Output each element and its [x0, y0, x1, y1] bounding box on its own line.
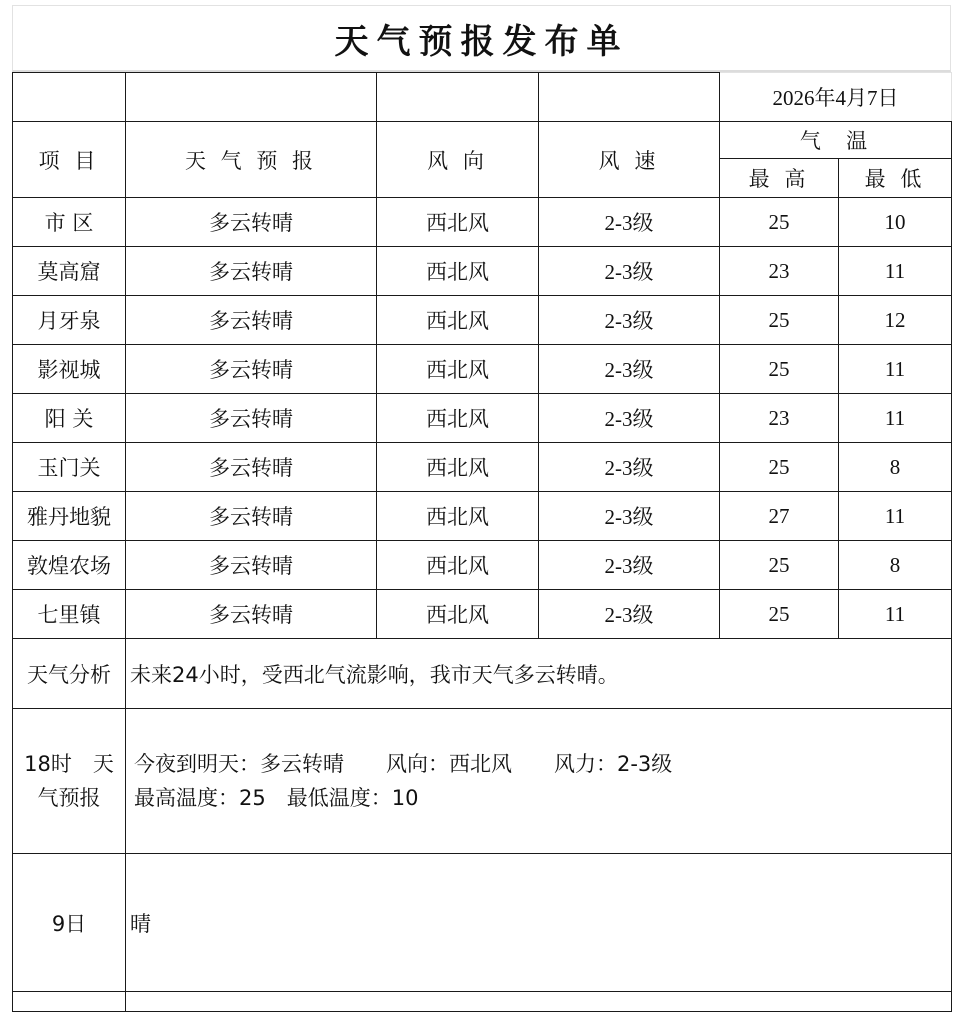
issue-date: 2026年4月7日: [720, 73, 952, 122]
wind-direction-cell: 西北风: [377, 492, 539, 541]
location-cell: 雅丹地貌: [13, 492, 126, 541]
header-max: 最 高: [720, 159, 839, 198]
weather-cell: 多云转晴: [126, 296, 377, 345]
analysis-label: 天气分析: [13, 639, 126, 709]
location-cell: 阳 关: [13, 394, 126, 443]
header-forecast: 天 气 预 报: [126, 122, 377, 198]
forecast-18h-label: 18时 天气预报: [13, 709, 126, 854]
wind-direction-cell: 西北风: [377, 247, 539, 296]
wind-speed-cell: 2-3级: [539, 541, 720, 590]
day9-label: 9日: [13, 854, 126, 992]
table-row: [13, 492, 952, 541]
location-cell: 莫高窟: [13, 247, 126, 296]
wind-speed-cell: 2-3级: [539, 247, 720, 296]
max-temp-cell: 25: [720, 296, 839, 345]
wind-direction-cell: 西北风: [377, 345, 539, 394]
wind-speed-cell: 2-3级: [539, 198, 720, 247]
table-row: [13, 296, 952, 345]
header-temperature: 气 温: [720, 122, 952, 159]
forecast-18h-line2: 最高温度：25 最低温度：10: [134, 786, 419, 810]
max-temp-cell: 23: [720, 394, 839, 443]
max-temp-cell: 25: [720, 443, 839, 492]
table-row: [13, 345, 952, 394]
weather-cell: 多云转晴: [126, 247, 377, 296]
blank-cell: [377, 73, 539, 122]
weather-cell: 多云转晴: [126, 394, 377, 443]
forecast-18h-row: [13, 709, 952, 854]
wind-direction-cell: 西北风: [377, 198, 539, 247]
location-cell: 敦煌农场: [13, 541, 126, 590]
min-temp-cell: 10: [839, 198, 952, 247]
title-bar: [12, 5, 951, 72]
max-temp-cell: 25: [720, 198, 839, 247]
wind-speed-cell: 2-3级: [539, 443, 720, 492]
wind-speed-cell: 2-3级: [539, 492, 720, 541]
max-temp-cell: 27: [720, 492, 839, 541]
forecast-table: [12, 72, 952, 1012]
weather-cell: 多云转晴: [126, 492, 377, 541]
wind-direction-cell: 西北风: [377, 541, 539, 590]
min-temp-cell: 11: [839, 247, 952, 296]
header-wind-direction: 风 向: [377, 122, 539, 198]
header-row-1: [13, 122, 952, 159]
forecast-18h-content: [126, 709, 952, 854]
table-row: [13, 590, 952, 639]
blank-cell: [13, 73, 126, 122]
min-temp-cell: 11: [839, 590, 952, 639]
header-item: 项 目: [13, 122, 126, 198]
table-row: [13, 198, 952, 247]
min-temp-cell: 12: [839, 296, 952, 345]
forecast-18h-line1: 今夜到明天：多云转晴 风向：西北风 风力：2-3级: [134, 752, 673, 776]
location-cell: 月牙泉: [13, 296, 126, 345]
location-cell: 七里镇: [13, 590, 126, 639]
blank-cell: [126, 73, 377, 122]
wind-direction-cell: 西北风: [377, 394, 539, 443]
table-row: [13, 247, 952, 296]
wind-speed-cell: 2-3级: [539, 394, 720, 443]
wind-direction-cell: 西北风: [377, 443, 539, 492]
day9-row: [13, 854, 952, 992]
table-row: [13, 443, 952, 492]
wind-speed-cell: 2-3级: [539, 345, 720, 394]
document-title: 天气预报发布单: [334, 21, 629, 62]
table-row: [13, 394, 952, 443]
weather-cell: 多云转晴: [126, 541, 377, 590]
weather-cell: 多云转晴: [126, 590, 377, 639]
max-temp-cell: 25: [720, 541, 839, 590]
header-wind-speed: 风 速: [539, 122, 720, 198]
min-temp-cell: 8: [839, 443, 952, 492]
max-temp-cell: 25: [720, 345, 839, 394]
blank-cell: [539, 73, 720, 122]
day9-text: 晴: [126, 854, 952, 992]
weather-cell: 多云转晴: [126, 443, 377, 492]
max-temp-cell: 25: [720, 590, 839, 639]
header-min: 最 低: [839, 159, 952, 198]
location-cell: 市 区: [13, 198, 126, 247]
min-temp-cell: 11: [839, 345, 952, 394]
min-temp-cell: 11: [839, 492, 952, 541]
analysis-row: [13, 639, 952, 709]
weather-cell: 多云转晴: [126, 345, 377, 394]
location-cell: 影视城: [13, 345, 126, 394]
table-row: [13, 541, 952, 590]
wind-speed-cell: 2-3级: [539, 296, 720, 345]
wind-speed-cell: 2-3级: [539, 590, 720, 639]
date-row: [13, 73, 952, 122]
wind-direction-cell: 西北风: [377, 296, 539, 345]
min-temp-cell: 8: [839, 541, 952, 590]
weather-cell: 多云转晴: [126, 198, 377, 247]
wind-direction-cell: 西北风: [377, 590, 539, 639]
max-temp-cell: 23: [720, 247, 839, 296]
location-cell: 玉门关: [13, 443, 126, 492]
min-temp-cell: 11: [839, 394, 952, 443]
analysis-text: 未来24小时，受西北气流影响，我市天气多云转晴。: [126, 639, 952, 709]
